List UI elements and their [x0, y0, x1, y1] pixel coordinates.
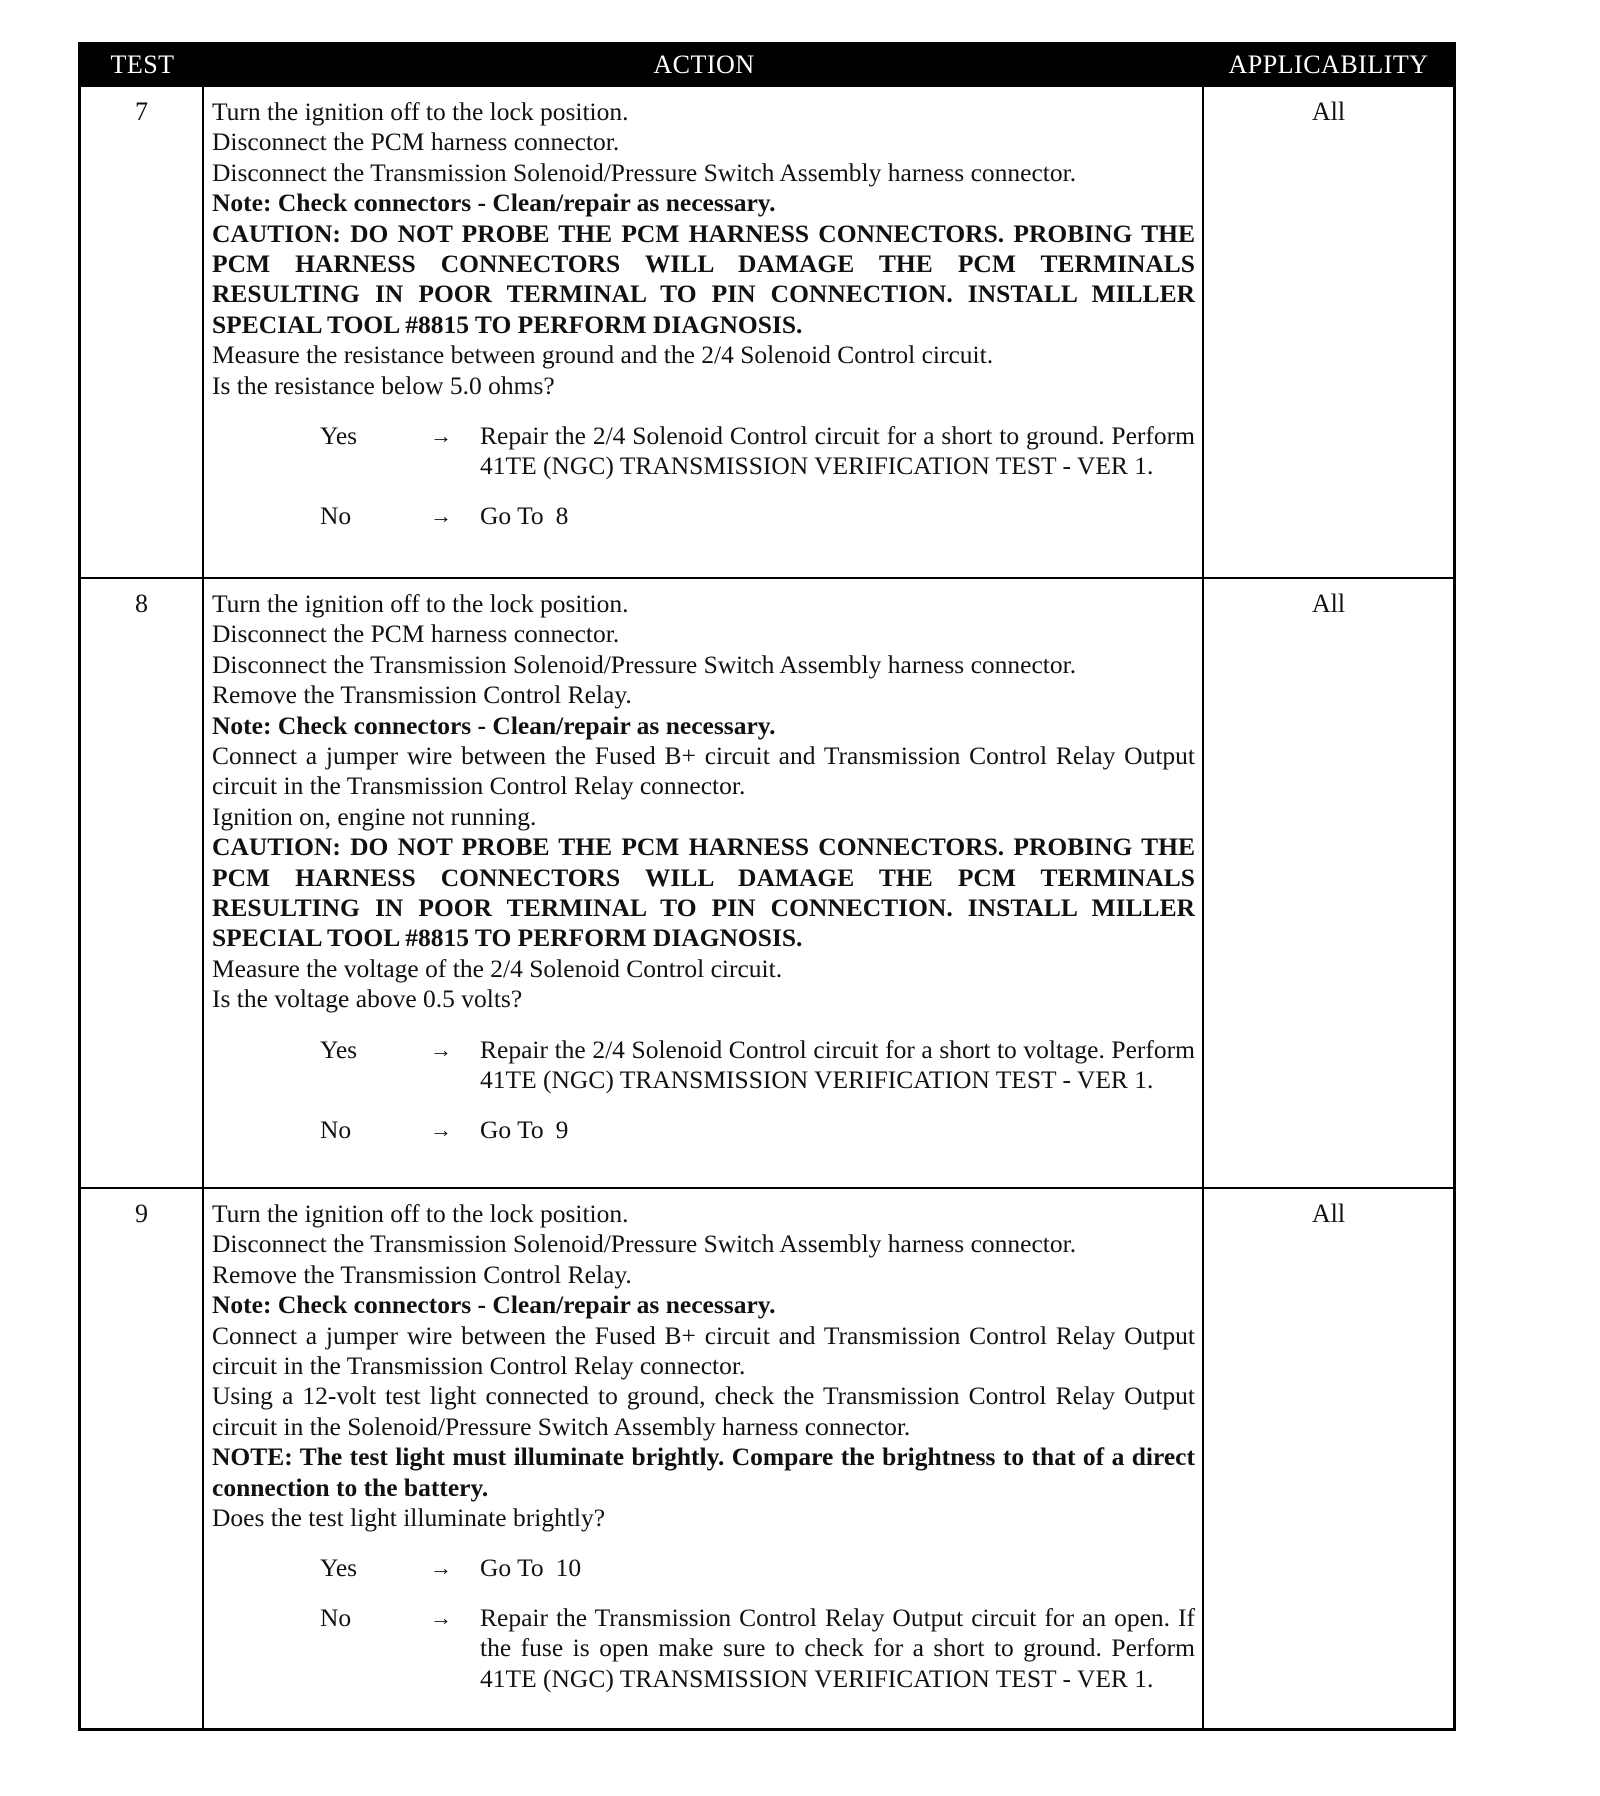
applicability-value: All — [1311, 97, 1346, 126]
question-text: Is the resistance below 5.0 ohms? — [212, 370, 555, 400]
step-text: Turn the ignition off to the lock position. — [212, 589, 629, 618]
test-number: 9 — [135, 1199, 148, 1228]
step-text: Disconnect the PCM harness connector. — [212, 127, 620, 157]
step-text: Disconnect the Transmission Solenoid/Pressure Switch Assembly harness connector. — [212, 1229, 1077, 1259]
step-text: Disconnect the Transmission Solenoid/Pressure Switch Assembly harness connector. — [212, 157, 1077, 187]
test-number: 7 — [135, 97, 148, 126]
question-text: Is the voltage above 0.5 volts? — [212, 984, 523, 1014]
result-yes — [320, 1035, 1195, 1096]
go-to-test-number: 8 — [555, 500, 569, 530]
jumper-text: Connect a jumper wire between the Fused B+ circuit and Transmission Control Relay Output circuit in the Transmission Control Relay connector. — [212, 1320, 1195, 1381]
arrow-icon: → — [430, 502, 452, 528]
applicability-cell — [1204, 577, 1453, 1187]
note-text: Note: Check connectors - Clean/repair as necessary. — [212, 710, 776, 740]
applicability-cell — [1204, 1187, 1453, 1728]
applicability-cell — [1204, 85, 1453, 577]
jumper-text: Connect a jumper wire between the Fused B+ circuit and Transmission Control Relay Output circuit in the Transmission Control Relay connector. — [212, 741, 1195, 801]
applicability-value: All — [1311, 1199, 1346, 1228]
note-brightness-text: NOTE: The test light must illuminate brightly. Compare the brightness to that of a direct connection to the battery. — [212, 1442, 1195, 1502]
action-cell — [204, 85, 1204, 577]
yes-result-text: Repair the 2/4 Solenoid Control circuit for a short to voltage. Perform 41TE (NGC) TRANSMISSION VERIFICATION TEST - VER 1. — [480, 1034, 1195, 1095]
result-yes — [320, 421, 1195, 482]
test-number-cell — [81, 577, 204, 1187]
ignition-text: Ignition on, engine not running. — [212, 801, 537, 831]
no-result — [480, 501, 1195, 531]
measure-text: Measure the voltage of the 2/4 Solenoid Control circuit. — [212, 953, 783, 983]
column-header-test: TEST — [81, 45, 204, 85]
note-text: Note: Check connectors - Clean/repair as necessary. — [212, 1290, 776, 1320]
action-cell — [204, 1187, 1204, 1728]
test-number: 8 — [135, 589, 148, 618]
yes-label: Yes — [320, 1553, 358, 1583]
step-text: Remove the Transmission Control Relay. — [212, 1259, 632, 1289]
arrow-icon: → — [430, 1036, 452, 1062]
go-to-text: Go To — [480, 1553, 544, 1583]
action-content — [204, 87, 1202, 531]
no-label: No — [320, 1114, 352, 1144]
action-cell — [204, 577, 1204, 1187]
go-to-text: Go To — [480, 500, 544, 530]
column-header-applicability: APPLICABILITY — [1204, 45, 1453, 85]
note-text: Note: Check connectors - Clean/repair as necessary. — [212, 188, 776, 218]
yes-result-text: Repair the 2/4 Solenoid Control circuit for a short to ground. Perform 41TE (NGC) TRANSMISSION VERIFICATION TEST - VER 1. — [480, 421, 1195, 481]
test-number-cell — [81, 1187, 204, 1728]
no-label: No — [320, 500, 352, 530]
yes-label: Yes — [320, 1034, 358, 1064]
measure-text: Measure the resistance between ground and the 2/4 Solenoid Control circuit. — [212, 340, 994, 370]
arrow-icon: → — [430, 423, 452, 449]
go-to-text: Go To — [480, 1114, 544, 1144]
no-label: No — [320, 1602, 352, 1632]
test-light-text: Using a 12-volt test light connected to ground, check the Transmission Control Relay Output circuit in the Solenoid/Pressure Switch Assembly harness connector. — [212, 1381, 1195, 1441]
yes-label: Yes — [320, 421, 358, 451]
column-header-action: ACTION — [204, 45, 1204, 85]
result-no — [320, 1115, 1195, 1145]
result-yes — [320, 1553, 1195, 1583]
applicability-value: All — [1311, 589, 1346, 618]
no-result-text: Repair the Transmission Control Relay Output circuit for an open. If the fuse is open make sure to check for a short to ground. Perform 41TE (NGC) TRANSMISSION VERIFICATION TEST - VER 1. — [480, 1602, 1195, 1693]
caution-text: CAUTION: DO NOT PROBE THE PCM HARNESS CONNECTORS. PROBING THE PCM HARNESS CONNECTORS WILL DAMAGE THE PCM TERMINALS RESULTING IN POOR TERMINAL TO PIN CONNECTION. INSTALL MILLER SPECIAL TOOL #8815 TO PERFORM DIAGNOSIS. — [212, 832, 1195, 953]
diagnostic-test-table — [78, 42, 1456, 1731]
action-content — [204, 579, 1202, 1145]
test-number-cell — [81, 85, 204, 577]
go-to-test-number: 10 — [555, 1553, 582, 1583]
result-no — [320, 501, 1195, 531]
step-text: Turn the ignition off to the lock position. — [212, 97, 629, 126]
step-text: Disconnect the Transmission Solenoid/Pressure Switch Assembly harness connector. — [212, 649, 1077, 679]
arrow-icon: → — [430, 1116, 452, 1142]
go-to-test-number: 9 — [555, 1114, 569, 1144]
question-text: Does the test light illuminate brightly? — [212, 1503, 606, 1533]
step-text: Turn the ignition off to the lock position. — [212, 1199, 629, 1228]
arrow-icon: → — [430, 1555, 452, 1581]
caution-text: CAUTION: DO NOT PROBE THE PCM HARNESS CONNECTORS. PROBING THE PCM HARNESS CONNECTORS WILL DAMAGE THE PCM TERMINALS RESULTING IN POOR TERMINAL TO PIN CONNECTION. INSTALL MILLER SPECIAL TOOL #8815 TO PERFORM DIAGNOSIS. — [212, 218, 1195, 339]
step-text: Remove the Transmission Control Relay. — [212, 680, 632, 710]
arrow-icon: → — [430, 1604, 452, 1630]
yes-result — [480, 1553, 1195, 1583]
result-no — [320, 1603, 1195, 1694]
no-result — [480, 1115, 1195, 1145]
step-text: Disconnect the PCM harness connector. — [212, 619, 620, 649]
action-content — [204, 1189, 1202, 1694]
